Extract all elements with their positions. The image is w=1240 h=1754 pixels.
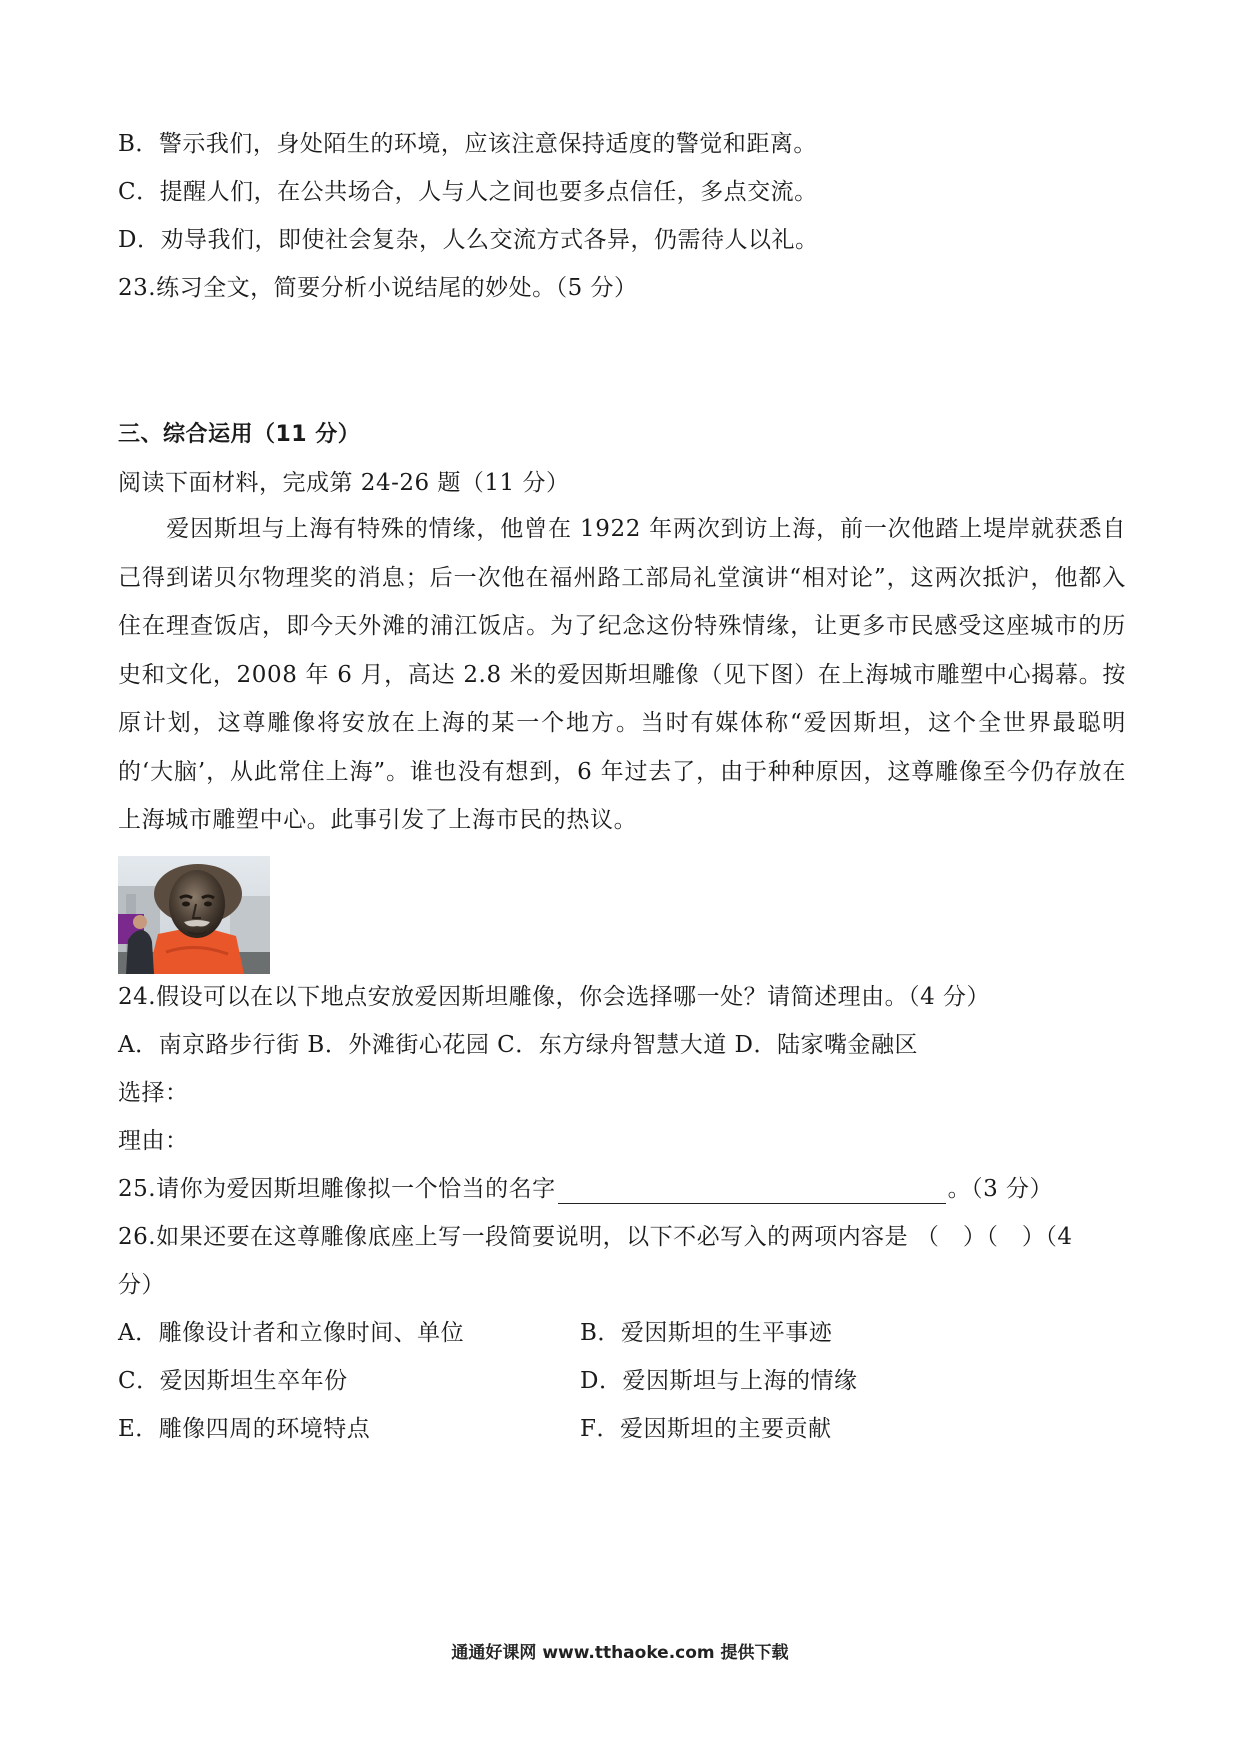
q26-option-e: E．雕像四周的环境特点	[118, 1416, 371, 1442]
q25-answer-blank[interactable]	[558, 1177, 946, 1204]
q22-option-c: C．提醒人们，在公共场合，人与人之间也要多点信任，多点交流。	[118, 179, 818, 205]
q22-option-b: B．警示我们，身处陌生的环境，应该注意保持适度的警觉和距离。	[118, 131, 817, 157]
q24-reason-label: 理由：	[118, 1128, 189, 1154]
q24-question: 24.假设可以在以下地点安放爱因斯坦雕像，你会选择哪一处？请简述理由。（4 分）	[118, 984, 991, 1010]
q24-options: A．南京路步行街 B．外滩街心花园 C．东方绿舟智慧大道 D．陆家嘴金融区	[118, 1032, 918, 1058]
q24-choice-label: 选择：	[118, 1080, 189, 1106]
q23-question: 23.练习全文，简要分析小说结尾的妙处。（5 分）	[118, 275, 638, 301]
q25-question	[118, 1174, 1053, 1204]
q26-question-line2: 分）	[118, 1272, 165, 1298]
q26-option-f: F．爱因斯坦的主要贡献	[580, 1416, 832, 1442]
q26-option-b: B．爱因斯坦的生平事迹	[580, 1320, 833, 1346]
section3-instruction: 阅读下面材料，完成第 24-26 题（11 分）	[118, 470, 570, 496]
q26-option-c: C．爱因斯坦生卒年份	[118, 1368, 348, 1394]
q26-option-d: D．爱因斯坦与上海的情缘	[580, 1368, 858, 1394]
passage-text: 爱因斯坦与上海有特殊的情缘，他曾在 1922 年两次到访上海，前一次他踏上堤岸就获悉自己得到诺贝尔物理奖的消息；后一次他在福州路工部局礼堂演讲“相对论”，这两次抵沪，他都入住在理查饭店，即今天外滩的浦江饭店。为了纪念这份特殊情缘，让更多市民感受这座城市的历史和文化，2008 年 6 月，高达 2.8 米的爱因斯坦雕像（见下图）在上海城市雕塑中心揭幕。按原计划，这尊雕像将安放在上海的某一个地方。当时有媒体称“爱因斯坦，这个全世界最聪明的‘大脑’，从此常住上海”。谁也没有想到，6 年过去了，由于种种原因，这尊雕像至今仍存放在上海城市雕塑中心。此事引发了上海市民的热议。	[118, 516, 1126, 833]
q26-option-a: A．雕像设计者和立像时间、单位	[118, 1320, 465, 1346]
q25-suffix: 。（3 分）	[947, 1176, 1054, 1202]
q25-prefix: 25.请你为爱因斯坦雕像拟一个恰当的名字	[118, 1176, 556, 1202]
page-footer: 通通好课网 www.tthaoke.com 提供下载	[451, 1643, 789, 1663]
einstein-passage	[118, 505, 1126, 845]
section3-heading: 三、综合运用（11 分）	[118, 422, 361, 447]
q22-option-d: D．劝导我们，即使社会复杂，人么交流方式各异，仍需待人以礼。	[118, 227, 819, 253]
q26-question-line1: 26.如果还要在这尊雕像底座上写一段简要说明，以下不必写入的两项内容是 （ ）（ ）（4	[118, 1224, 1073, 1250]
einstein-statue-photo	[118, 856, 270, 974]
